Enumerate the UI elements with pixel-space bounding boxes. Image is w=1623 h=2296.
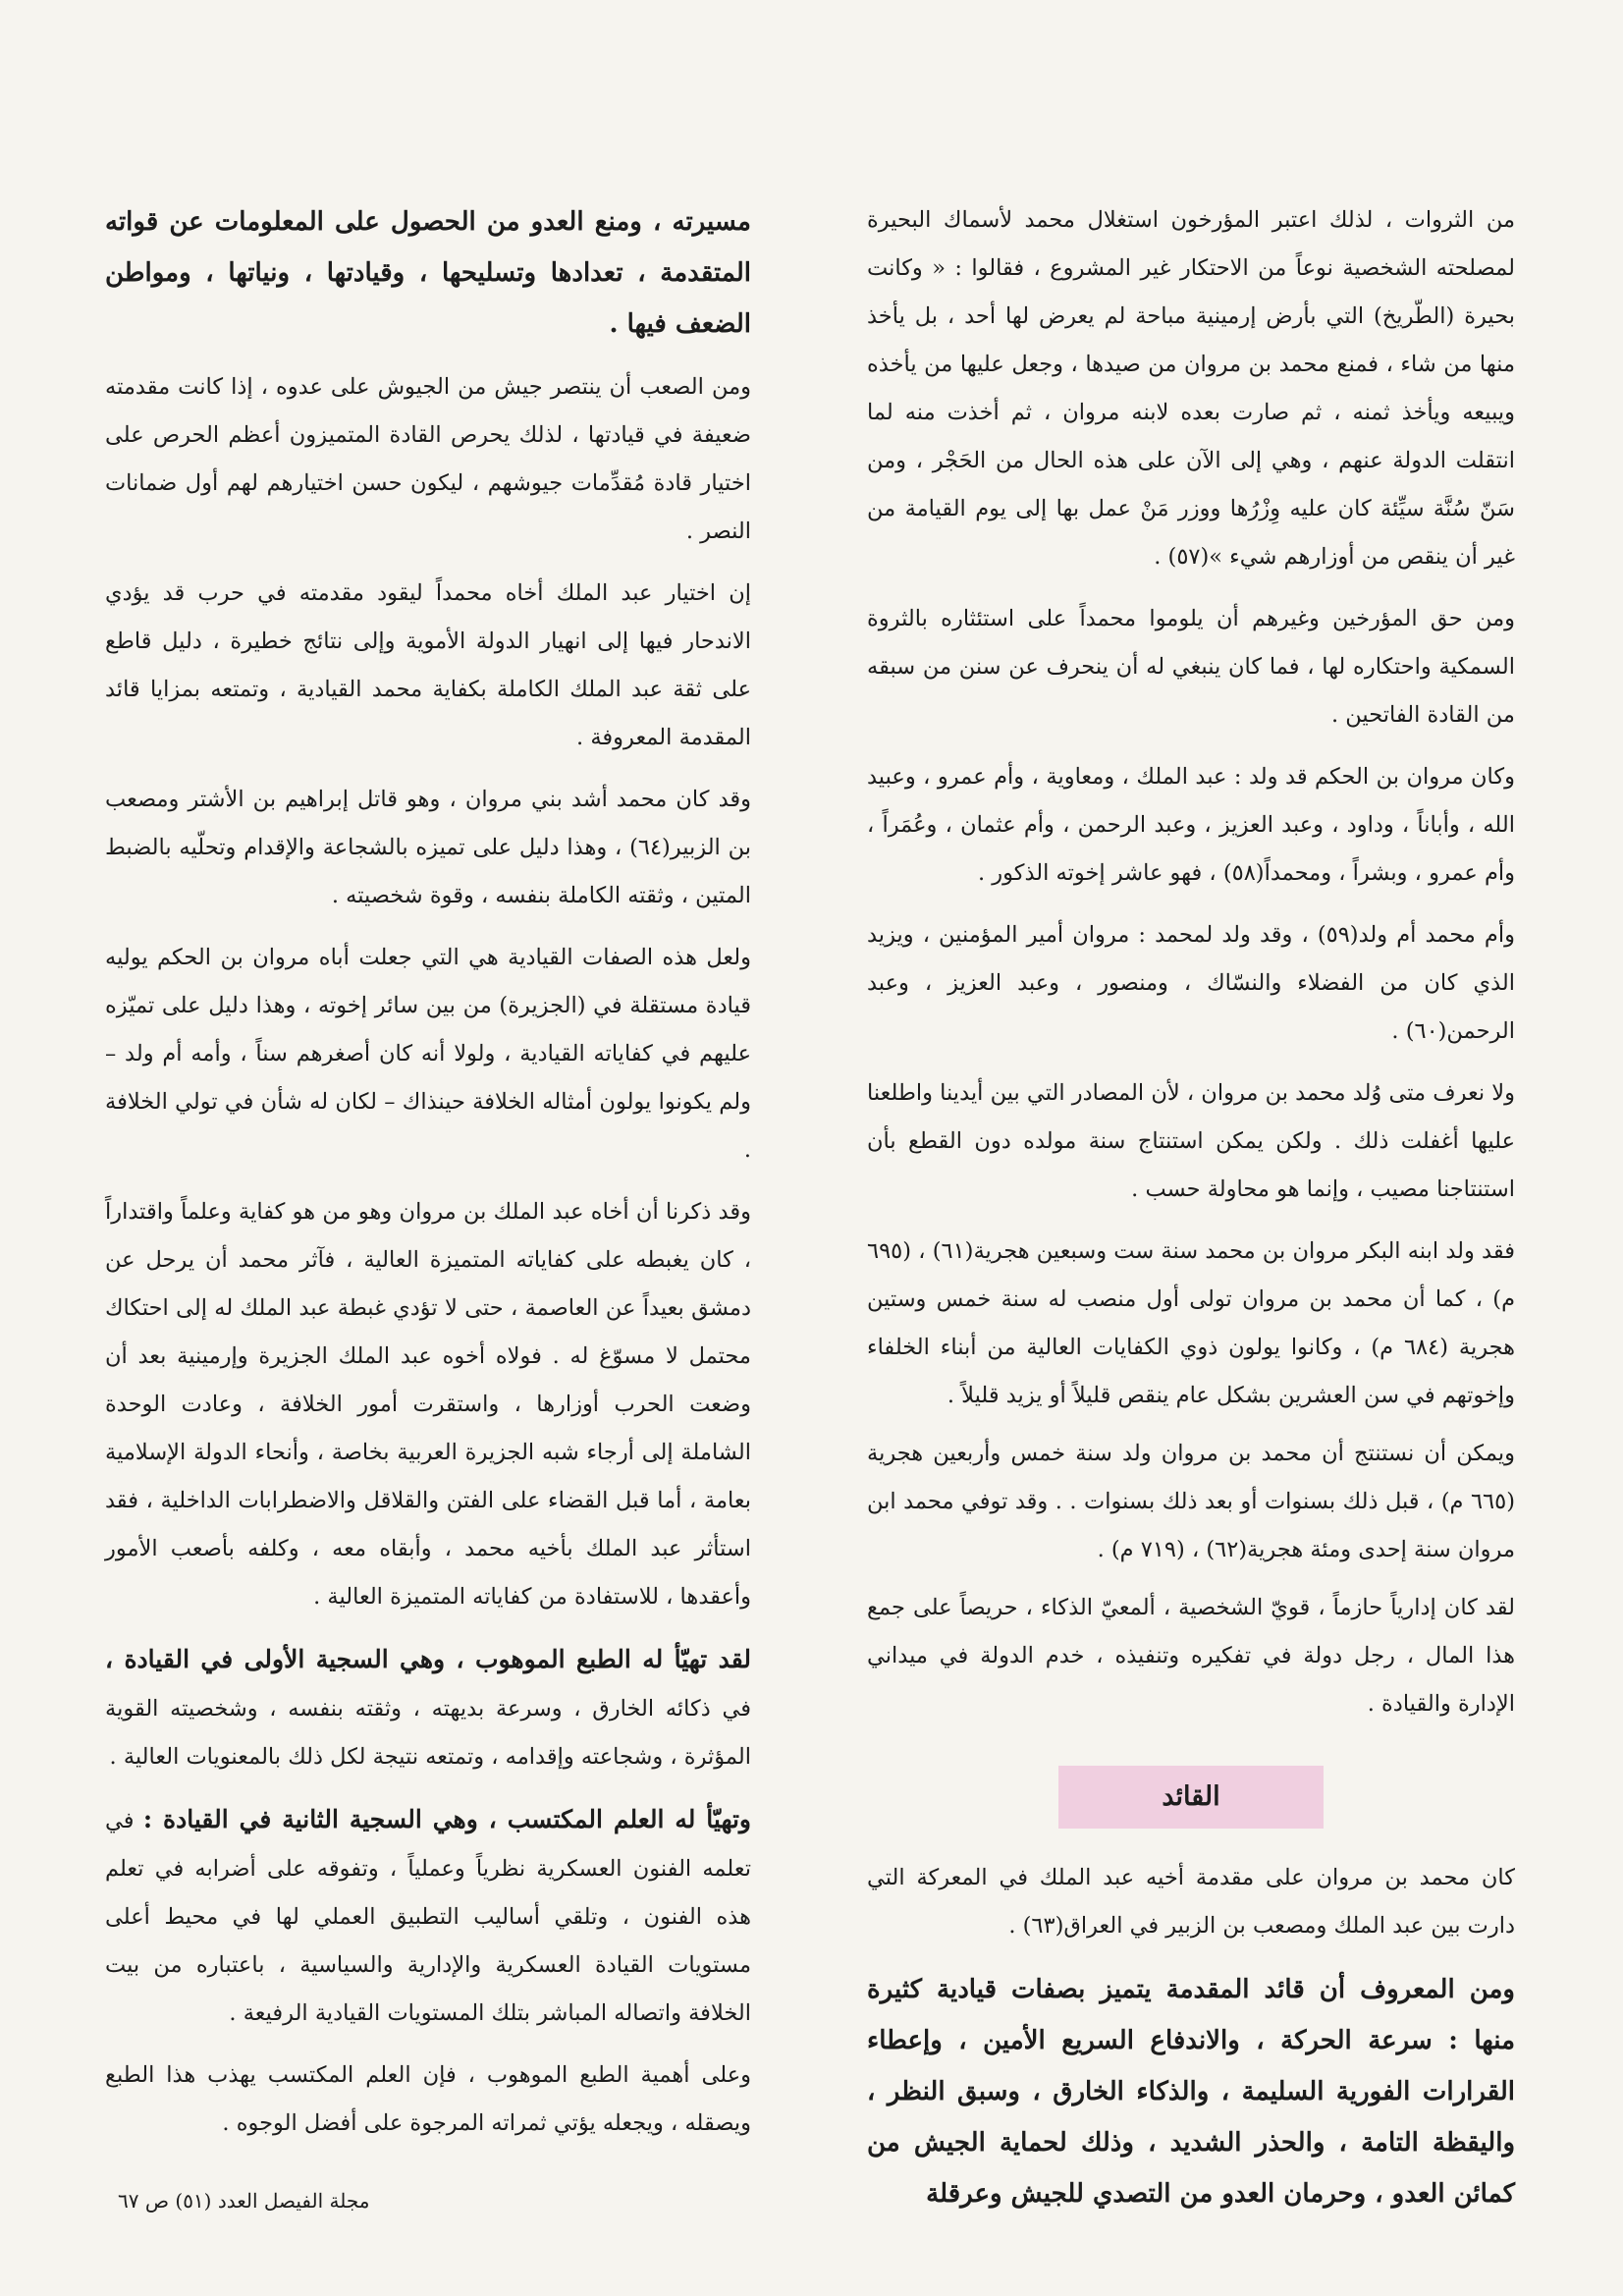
paragraph: إن اختيار عبد الملك أخاه محمداً ليقود مقدمته في حرب قد يؤدي الاندحار فيها إلى انهيار الدولة الأموية وإلى نتائج خطيرة ، دليل قاطع على ثقة عبد الملك الكاملة بكفاية محمد القيادية ، وتمتعه بمزايا قائد المقدمة المعروفة . [105,580,751,750]
paragraph: ولعل هذه الصفات القيادية هي التي جعلت أباه مروان بن الحكم يوليه قيادة مستقلة في (الجزيرة) من بين سائر إخوته ، وهذا دليل على تميّزه عليهم في كفاياته القيادية ، ولولا أنه كان أصغرهم سناً ، وأمه أم ولد – ولم يكونوا يولون أمثاله الخلافة حينذاك – لكان له شأن في تولي الخلافة . [105,945,751,1163]
paragraph: كان محمد بن مروان على مقدمة أخيه عبد الملك في المعركة التي دارت بين عبد الملك ومصعب بن الزبير في العراق(٦٣) . [867,1865,1515,1939]
paragraph: وأم محمد أم ولد(٥٩) ، وقد ولد لمحمد : مروان أمير المؤمنين ، ويزيد الذي كان من الفضلاء والنسّاك ، ومنصور ، وعبد العزيز ، وعبد الرحمن(٦٠) . [867,922,1515,1044]
paragraph-text: في ذكائه الخارق ، وسرعة بديهته ، وثقته بنفسه ، وشخصيته القوية المؤثرة ، وشجاعته وإقدامه ، وتمتعه نتيجة لكل ذلك بالمعنويات العالية . [105,1696,751,1770]
highlight-text: لقد تهيّأ له الطبع الموهوب ، وهي السجية الأولى في القيادة ، [105,1645,751,1673]
paragraph-text: في تعلمه الفنون العسكرية نظرياً وعملياً ، وتفوقه على أضرابه في تعلم هذه الفنون ، وتلقي أساليب التطبيق العملي لها في محيط أعلى مستويات القيادة العسكرية والإدارية والسياسية ، باعتباره من بيت الخلافة واتصاله المباشر بتلك المستويات القيادية الرفيعة . [105,1808,751,2026]
paragraph: ويمكن أن نستنتج أن محمد بن مروان ولد سنة خمس وأربعين هجرية (٦٦٥ م) ، قبل ذلك بسنوات أو بعد ذلك بسنوات . . وقد توفي محمد ابن مروان سنة إحدى ومئة هجرية(٦٢) ، (٧١٩ م) . [867,1441,1515,1562]
paragraph: ولا نعرف متى وُلد محمد بن مروان ، لأن المصادر التي بين أيدينا واطلعنا عليها أغفلت ذلك . ولكن يمكن استنتاج سنة مولده دون القطع بأن استنتاجنا مصيب ، وإنما هو محاولة حسب . [867,1080,1515,1202]
paragraph [105,1635,751,1781]
right-column [867,196,1515,2233]
section-heading: القائد [1058,1766,1324,1829]
paragraph: وكان مروان بن الحكم قد ولد : عبد الملك ، ومعاوية ، وأم عمرو ، وعبيد الله ، وأباناً ، وداود ، وعبد العزيز ، وعبد الرحمن ، وأم عثمان ، وعُمَراً ، وأم عمرو ، وبشراً ، ومحمداً(٥٨) ، فهو عاشر إخوته الذكور . [867,764,1515,886]
paragraph: لقد كان إدارياً حازماً ، قويّ الشخصية ، ألمعيّ الذكاء ، حريصاً على جمع هذا المال ، رجل دولة في تفكيره وتنفيذه ، خدم الدولة في ميداني الإدارة والقيادة . [867,1595,1515,1717]
left-column [105,196,751,2161]
paragraph: وقد كان محمد أشد بني مروان ، وهو قاتل إبراهيم بن الأشتر ومصعب بن الزبير(٦٤) ، وهذا دليل على تميزه بالشجاعة والإقدام وتحلّيه بالضبط المتين ، وثقته الكاملة بنفسه ، وقوة شخصيته . [105,787,751,908]
bold-paragraph: ومن المعروف أن قائد المقدمة يتميز بصفات قيادية كثيرة منها : سرعة الحركة ، والاندفاع السريع الأمين ، وإعطاء القرارات الفورية السليمة ، والذكاء الخارق ، وسبق النظر ، واليقظة التامة ، والحذر الشديد ، وذلك لحماية الجيش من كمائن العدو ، وحرمان العدو من التصدي للجيش وعرقلة [867,1975,1515,2209]
paragraph: من الثروات ، لذلك اعتبر المؤرخون استغلال محمد لأسماك البحيرة لمصلحته الشخصية نوعاً من الاحتكار غير المشروع ، فقالوا : « وكانت بحيرة (الطّريخ) التي بأرض إرمينية مباحة لم يعرض لها أحد ، بل يأخذ منها من شاء ، فمنع محمد بن مروان من صيدها ، وجعل عليها من يأخذه ويبيعه ويأخذ ثمنه ، ثم صارت بعده لابنه مروان ، ثم أخذت منه لما انتقلت الدولة عنهم ، وهي إلى الآن على هذه الحال من الحَجْر ، ومن سَنّ سُنَّة سيِّئة كان عليه وِزْرُها ووزر مَنْ عمل بها إلى يوم القيامة من غير أن ينقص من أوزارهم شيء »(٥٧) . [867,207,1515,570]
page-footer: مجلة الفيصل العدد (٥١) ص ٦٧ [118,2189,370,2213]
paragraph: فقد ولد ابنه البكر مروان بن محمد سنة ست وسبعين هجرية(٦١) ، (٦٩٥ م) ، كما أن محمد بن مروان تولى أول منصب له سنة خمس وستين هجرية (٦٨٤ م) ، وكانوا يولون ذوي الكفايات العالية من أبناء الخلفاء وإخوتهم في سن العشرين بشكل عام ينقص قليلاً أو يزيد قليلاً . [867,1238,1516,1408]
paragraph: ومن حق المؤرخين وغيرهم أن يلوموا محمداً على استئثاره بالثروة السمكية واحتكاره لها ، فما كان ينبغي له أن ينحرف عن سنن من سبقه من القادة الفاتحين . [867,606,1515,728]
highlight-text: وتهيّأ له العلم المكتسب ، وهي السجية الثانية في القيادة : [142,1805,751,1833]
paragraph: ومن الصعب أن ينتصر جيش من الجيوش على عدوه ، إذا كانت مقدمته ضعيفة في قيادتها ، لذلك يحرص القادة المتميزون أعظم الحرص على اختيار قادة مُقدِّمات جيوشهم ، ليكون حسن اختيارهم لهم أول ضمانات النصر . [105,374,751,544]
paragraph: وعلى أهمية الطبع الموهوب ، فإن العلم المكتسب يهذب هذا الطبع ويصقله ، ويجعله يؤتي ثمراته المرجوة على أفضل الوجوه . [105,2062,751,2136]
bold-paragraph: مسيرته ، ومنع العدو من الحصول على المعلومات عن قواته المتقدمة ، تعدادها وتسليحها ، وقيادتها ، ونياتها ، ومواطن الضعف فيها . [105,207,751,339]
paragraph [105,1795,751,2038]
paragraph: وقد ذكرنا أن أخاه عبد الملك بن مروان وهو من هو كفاية وعلماً واقتداراً ، كان يغبطه على كفاياته المتميزة العالية ، فآثر محمد أن يرحل عن دمشق بعيداً عن العاصمة ، حتى لا تؤدي غبطة عبد الملك له إلى احتكاك محتمل لا مسوّغ له . فولاه أخوه عبد الملك الجزيرة وإرمينية بعد أن وضعت الحرب أوزارها ، واستقرت أمور الخلافة ، وعادت الوحدة الشاملة إلى أرجاء شبه الجزيرة العربية بخاصة ، وأنحاء الدولة الإسلامية بعامة ، أما قبل القضاء على الفتن والقلاقل والاضطرابات الداخلية ، فقد استأثر عبد الملك بأخيه محمد ، وأبقاه معه ، وكلفه بأصعب الأمور وأعقدها ، للاستفادة من كفاياته المتميزة العالية . [105,1199,751,1610]
